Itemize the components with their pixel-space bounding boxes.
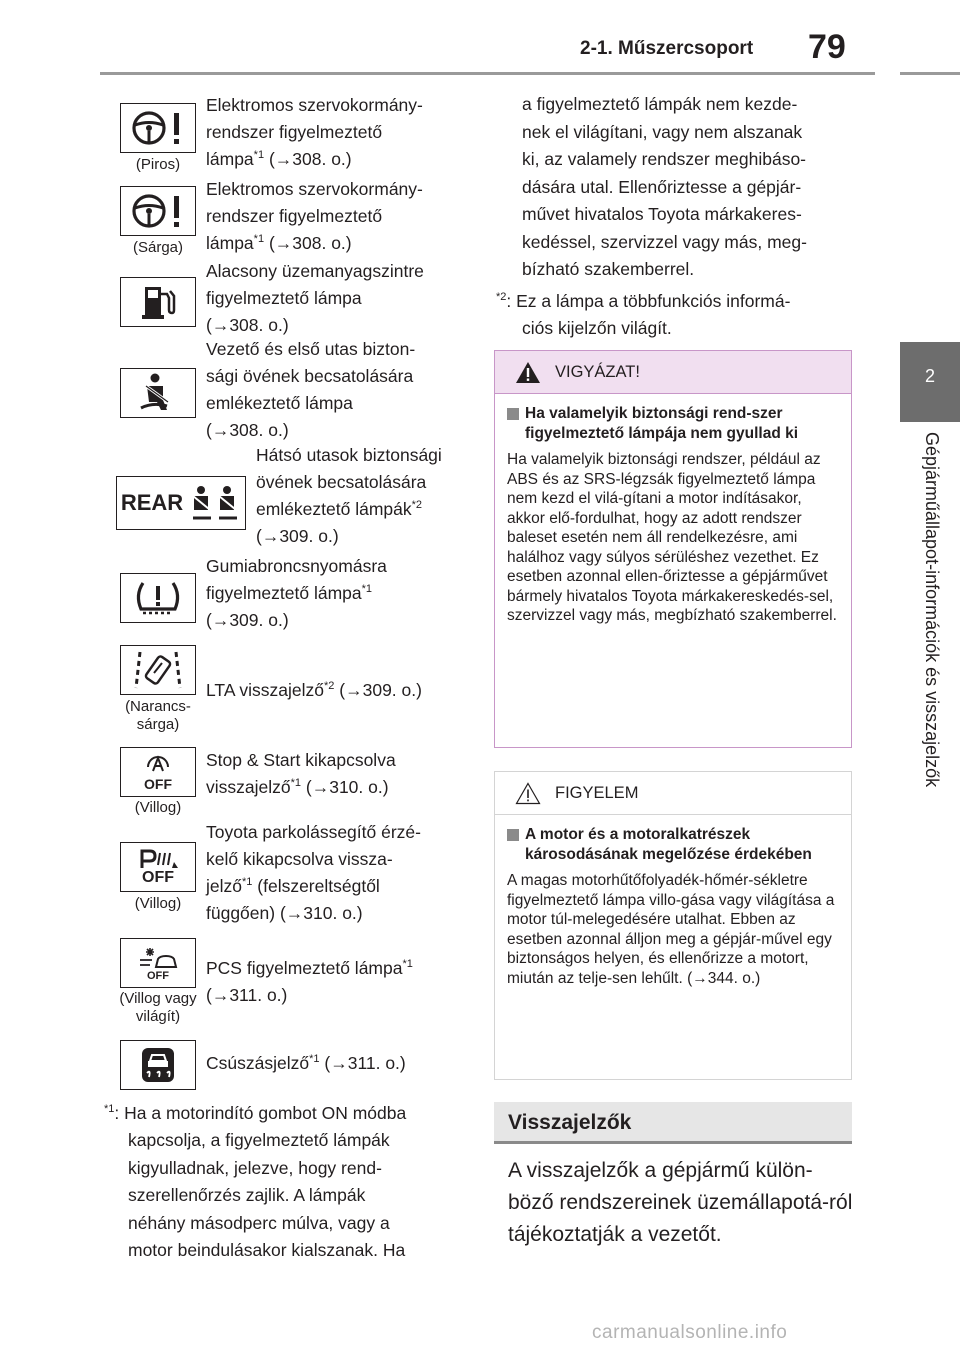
- indicator-caption: (Villog): [134, 799, 182, 816]
- indicator-description: Elektromos szervokormány- rendszer figyelmeztető lámpa$^{*1}$ (→308. o.): [206, 179, 423, 253]
- page-number: 79: [808, 28, 846, 66]
- seatbelt-icon: [120, 368, 196, 418]
- section-heading: Visszajelzők: [494, 1102, 852, 1144]
- footnote-1: $^{*1}$: Ha a motorindító gombot ON módba kapcsolja, a figyelmeztető lámpák kigyulladnak, jelezve, hogy rend- szerellenőrzés zajlik. A lámpák néhány másodperc múlva, vagy a motor beindulásakor kialszanak. Ha: [104, 1102, 407, 1261]
- header-rule: [100, 72, 875, 75]
- fuel-pump-icon: [120, 277, 196, 327]
- slip-indicator-icon: [120, 1040, 196, 1090]
- watermark: carmanualsonline.info: [592, 1322, 788, 1343]
- rear-label: REAR: [120, 490, 184, 515]
- indicator-caption: (Narancs- sárga): [125, 698, 191, 733]
- off-label: OFF: [147, 969, 169, 982]
- tire-pressure-icon: [120, 573, 196, 623]
- parking-sensor-off-icon: [120, 842, 196, 892]
- side-tab-rule-top: [900, 72, 960, 75]
- indicator-caption: (Villog): [134, 895, 182, 912]
- footnote-1-continued: a figyelmeztető lámpák nem kezde- nek el világítani, vagy nem alszanak ki, az valamely rendszer meghibáso- dására utal. Ellenőriztesse a gépjár- művet hivatalos Toyota márkakeres- kedéssel, szervizzel vagy más, meg- bízható szakemberrel.: [522, 94, 807, 279]
- pcs-off-icon: [120, 938, 196, 988]
- indicator-description: Gumiabroncsnyomásra figyelmeztető lámpa$^{*1}$ (→309. o.): [206, 556, 387, 630]
- notice-header: [495, 772, 851, 815]
- indicator-description: Hátsó utasok biztonsági övének becsatolására emlékeztető lámpák$^{*2}$ (→309. o.): [256, 445, 442, 546]
- steering-warning-icon: [120, 103, 196, 153]
- indicator-description: Csúszásjelző$^{*1}$ (→311. o.): [206, 1053, 406, 1073]
- indicator-description: Alacsony üzemanyagszintre figyelmeztető lámpa (→308. o.): [206, 261, 424, 335]
- indicator-caption: (Villog vagy világít): [119, 990, 197, 1025]
- notice-text: A magas motorhűtőfolyadék-hőmér-sékletre figyelmeztető lámpa villo-gása vagy világítása a motor túl-melegedésére utalhat. Ebben az esetben azonnal álljon meg a gépjár-művel egy biztonságos helyen, és ellenőrizze a motort, miután az telje-sen lehűlt. (→344. o.): [507, 872, 835, 987]
- indicator-description: Elektromos szervokormány- rendszer figyelmeztető lámpa$^{*1}$ (→308. o.): [206, 95, 423, 169]
- indicator-description: LTA visszajelző$^{*2}$ (→309. o.): [206, 680, 422, 700]
- caution-header: [495, 351, 851, 394]
- indicator-description: Stop & Start kikapcsolva visszajelző$^{*1}$ (→310. o.): [206, 750, 396, 797]
- section-title: 2-1. Műszercsoport: [580, 38, 754, 59]
- indicator-caption: (Piros): [135, 156, 181, 173]
- notice-box: [494, 771, 852, 1080]
- indicator-caption: (Sárga): [132, 239, 184, 256]
- caution-box: [494, 350, 852, 748]
- section-lead: A visszajelzők a gépjármű külön-böző rendszereinek üzemállapotá-ról tájékoztatják a vezetőt.: [508, 1159, 853, 1246]
- rear-seatbelt-icon: [116, 476, 246, 530]
- chapter-number: 2: [924, 366, 935, 386]
- notice-subtitle: A motor és a motoralkatrészek károsodásának megelőzése érdekében: [507, 825, 839, 864]
- caution-text: Ha valamelyik biztonsági rendszer, például az ABS és az SRS-légzsák figyelmeztető lámpa nem kezd el vilá-gítani a motor indításakor, akkor elő-fordulhat, hogy az adott rendszer baleset esetén nem áll rendelkezésre, ami halálhoz vagy súlyos sérüléshez vezethet. Ez esetben azonnal ellen-őriztesse a gépjárművet bármely hivatalos Toyota márkakereskedés-sel, szervizzel vagy más, megbízható szakemberrel.: [507, 451, 837, 624]
- steering-warning-icon: [120, 186, 196, 236]
- footnote-2: $^{*2}$: Ez a lámpa a többfunkciós informá- ciós kijelzőn világít.: [496, 290, 791, 339]
- notice-title: FIGYELEM: [555, 783, 639, 802]
- off-label: OFF: [142, 869, 174, 886]
- chapter-title: Gépjárműállapot-információk és visszajelzők: [922, 432, 942, 788]
- indicator-description: Toyota parkolássegítő érzé- kelő kikapcsolva vissza- jelző$^{*1}$ (felszereltségtől függően) (→310. o.): [206, 822, 421, 923]
- off-label: OFF: [144, 776, 172, 792]
- caution-subtitle: Ha valamelyik biztonsági rend-szer figyelmeztető lámpája nem gyullad ki: [507, 404, 839, 443]
- lta-icon: [120, 645, 196, 695]
- caution-triangle-icon: [515, 782, 541, 805]
- indicator-description: PCS figyelmeztető lámpa$^{*1}$ (→311. o.): [206, 958, 413, 1005]
- warning-triangle-icon: [515, 361, 541, 384]
- stop-start-off-icon: [120, 747, 196, 797]
- caution-title: VIGYÁZAT!: [555, 362, 640, 381]
- indicator-description: Vezető és első utas bizton- sági övének becsatolására emlékeztető lámpa (→308. o.): [206, 339, 416, 440]
